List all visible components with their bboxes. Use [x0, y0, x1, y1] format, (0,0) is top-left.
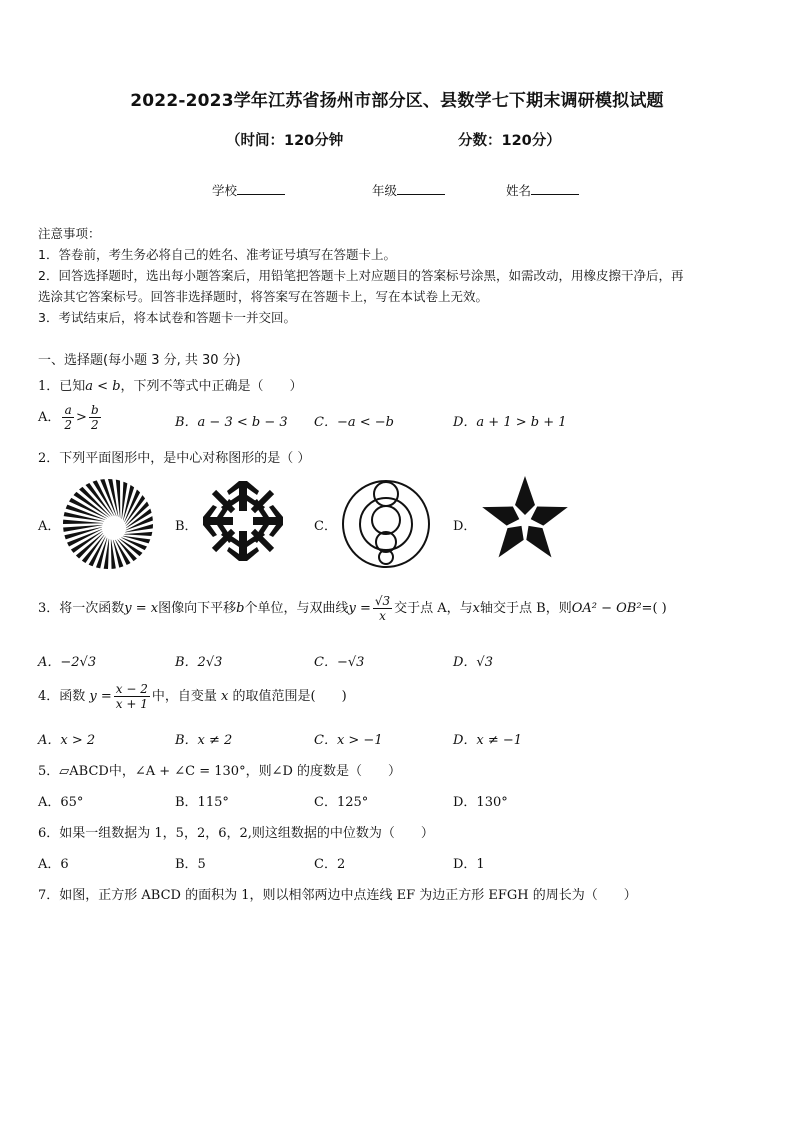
q1-option-b: B．a − 3 < b − 3: [175, 415, 288, 430]
section-heading: 一、选择题(每小题 3 分, 共 30 分): [38, 353, 241, 368]
q2-option-c-label: C．: [314, 519, 337, 534]
q4-option-c: C．x > −1: [314, 733, 383, 748]
q4-option-d: D．x ≠ −1: [453, 733, 523, 748]
name-blank: [531, 182, 579, 195]
notice-item-2b: 选涂其它答案标号。回答非选择题时，将答案写在答题卡上，写在本试卷上无效。: [38, 289, 489, 304]
notice-heading: 注意事项：: [38, 226, 101, 241]
nested-circles-figure: [340, 478, 432, 570]
sunburst-ray: [122, 532, 153, 536]
q5-option-d: D．130°: [453, 795, 508, 810]
grade-field: [372, 181, 445, 199]
page-title: 2022-2023学年江苏省扬州市部分区、县数学七下期末调研模拟试题: [130, 91, 664, 111]
exam-time: （时间：120分钟: [226, 133, 344, 149]
q5-option-c: C．125°: [314, 795, 369, 810]
exam-score: 分数：120分）: [458, 133, 561, 149]
name-field: [506, 181, 579, 199]
q5-stem: 5．▱ABCD中，∠A + ∠C = 130°，则∠D 的度数是（ ）: [38, 764, 402, 779]
q3-option-d: D．√3: [453, 655, 493, 670]
q7-stem: 7．如图，正方形 ABCD 的面积为 1，则以相邻两边中点连线 EF 为边正方形 EFGH 的周长为（ ）: [38, 888, 637, 903]
q5-option-b: B．115°: [175, 795, 229, 810]
star-figure: [478, 474, 572, 568]
sunburst-figure: [62, 478, 154, 570]
sunburst-ray: [104, 537, 110, 569]
name-label: 姓名: [506, 183, 532, 198]
school-blank: [237, 182, 285, 195]
q6-option-b: B．5: [175, 857, 206, 872]
q6-option-c: C．2: [314, 857, 346, 872]
grade-blank: [397, 182, 445, 195]
q4-option-a: A．x > 2: [38, 733, 96, 748]
q6-option-d: D．1: [453, 857, 485, 872]
q1-option-a: A． $\frac{a}{2}$ > $\frac{b}{2}$: [38, 403, 99, 432]
snowflake-figure: [200, 478, 286, 564]
q4-option-b: B．x ≠ 2: [175, 733, 233, 748]
sunburst-ray: [111, 537, 116, 568]
q2-option-d-label: D．: [453, 519, 477, 534]
notice-item-3: 3．考试结束后，将本试卷和答题卡一并交回。: [38, 310, 296, 325]
grade-label: 年级: [372, 183, 398, 198]
q4-stem: 4．函数 y = $\frac{x - 2}{x + 1}$ 中，自变量 x 的取值范围是( ): [38, 682, 347, 711]
q3-option-a: A．−2√3: [38, 655, 97, 670]
q2-stem: 2．下列平面图形中，是中心对称图形的是（ ）: [38, 451, 311, 466]
q5-option-a: A．65°: [38, 795, 84, 810]
q3-stem: 3．将一次函数y = x图像向下平移b个单位，与双曲线y = $\frac{√3}{x}$ 交于点 A，与x轴交于点 B，则OA² − OB²=( ): [38, 594, 667, 623]
q1-option-d: D．a + 1 > b + 1: [453, 415, 567, 430]
sunburst-ray: [116, 480, 120, 521]
school-field: [212, 181, 285, 199]
q3-option-b: B．2√3: [175, 655, 223, 670]
q2-option-b-label: B．: [175, 519, 198, 534]
q1-option-c: C．−a < −b: [314, 415, 394, 430]
q1-stem: 1．已知a < b，下列不等式中正确是（ ）: [38, 379, 303, 394]
notice-item-1: 1．答卷前，考生务必将自己的姓名、准考证号填写在答题卡上。: [38, 247, 396, 262]
q6-stem: 6．如果一组数据为 1，5，2，6，2,则这组数据的中位数为（ ）: [38, 826, 434, 841]
school-label: 学校: [212, 183, 238, 198]
notice-item-2a: 2．回答选择题时，选出每小题答案后，用铅笔把答题卡上对应题目的答案标号涂黑，如需改动，用橡皮擦干净后，再: [38, 268, 684, 283]
q6-option-a: A．6: [38, 857, 69, 872]
q2-option-a-label: A．: [38, 519, 61, 534]
q3-option-c: C．−√3: [314, 655, 365, 670]
